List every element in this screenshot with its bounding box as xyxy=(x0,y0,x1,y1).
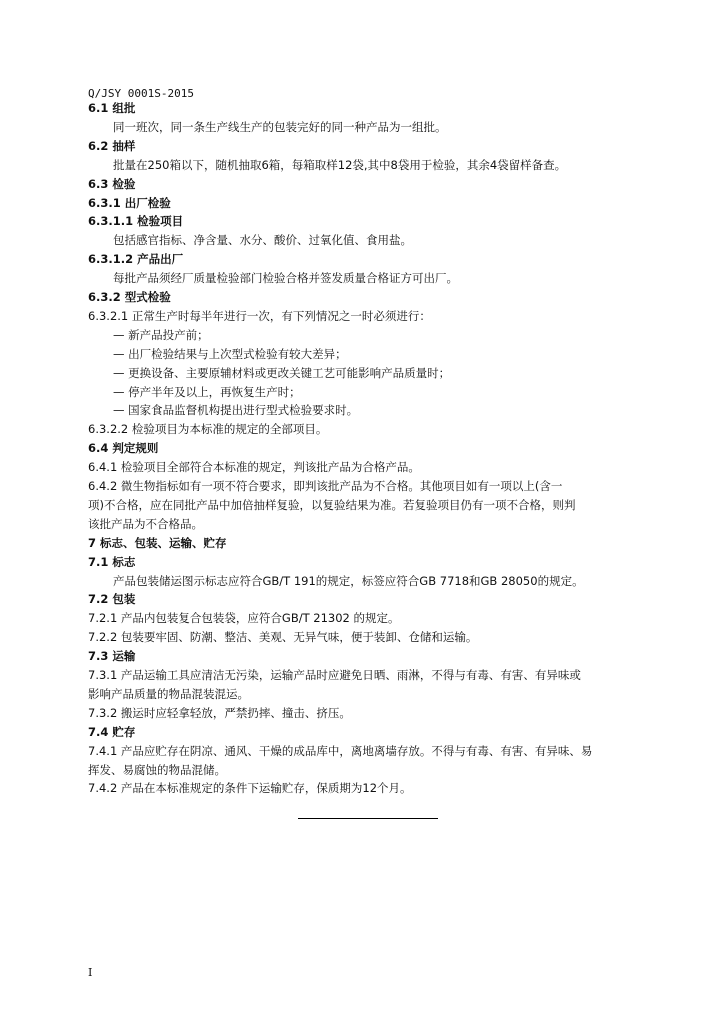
section-heading: 6.4 判定规则 xyxy=(88,441,159,456)
text-line: 7.2.2 包装要牢固、防潮、整洁、美观、无异气味，便于装卸、仓储和运输。 xyxy=(88,630,478,645)
text-line: 包括感官指标、净含量、水分、酸价、过氧化值、食用盐。 xyxy=(113,233,412,248)
text-line: 每批产品须经厂质量检验部门检验合格并签发质量合格证方可出厂。 xyxy=(113,271,458,286)
end-rule xyxy=(298,818,438,819)
text-line: 6.4.2 微生物指标如有一项不符合要求，即判该批产品为不合格。其他项目如有一项以上(含一 xyxy=(88,479,563,493)
text-line: — 出厂检验结果与上次型式检验有较大差异； xyxy=(113,346,347,361)
section-heading: 7.3 运输 xyxy=(88,649,136,664)
section-heading: 6.3.1.1 检验项目 xyxy=(88,214,184,229)
section-heading: 7 标志、包装、运输、贮存 xyxy=(88,535,227,550)
section-heading: 7.2 包装 xyxy=(88,592,136,607)
text-line: 7.3.1 产品运输工具应清洁无污染，运输产品时应避免日晒、雨淋，不得与有毒、有害、有异味或 xyxy=(88,668,581,682)
text-line: 6.3.2.1 正常生产时每半年进行一次，有下列情况之一时必须进行： xyxy=(88,308,431,323)
text-line: 7.4.1 产品应贮存在阴凉、通风、干燥的成品库中，离地离墙存放。不得与有毒、有害、有异味、易 xyxy=(88,743,593,758)
text-line: 7.2.1 产品内包装复合包装袋，应符合GB/T 21302 的规定。 xyxy=(88,611,400,626)
text-line: — 新产品投产前； xyxy=(113,327,209,342)
section-heading: 6.3 检验 xyxy=(88,176,136,191)
section-heading: 6.3.1.2 产品出厂 xyxy=(88,252,184,267)
text-line: 该批产品为不合格品。 xyxy=(88,516,203,531)
text-line: 影响产品质量的物品混装混运。 xyxy=(88,686,249,701)
text-line: — 停产半年及以上，再恢复生产时； xyxy=(113,384,301,399)
text-line: 产品包装储运图示标志应符合GB/T 191的规定，标签应符合GB 7718和GB 28050的规定。 xyxy=(113,573,584,588)
page-number: I xyxy=(88,966,93,979)
section-heading: 7.1 标志 xyxy=(88,554,136,569)
text-line: 6.3.2.2 检验项目为本标准的规定的全部项目。 xyxy=(88,422,328,437)
section-heading: 6.3.1 出厂检验 xyxy=(88,195,171,210)
text-line: — 更换设备、主要原辅材料或更改关键工艺可能影响产品质量时； xyxy=(113,365,451,380)
section-heading: 6.3.2 型式检验 xyxy=(88,290,171,304)
text-line: 批量在250箱以下，随机抽取6箱，每箱取样12袋,其中8袋用于检验，其余4袋留样备查。 xyxy=(113,157,567,172)
document-id: Q/JSY 0001S-2015 xyxy=(88,87,194,100)
text-line: 6.4.1 检验项目全部符合本标准的规定，判该批产品为合格产品。 xyxy=(88,460,420,475)
section-heading: 6.1 组批 xyxy=(88,101,136,115)
text-line: 7.3.2 搬运时应轻拿轻放，严禁扔摔、撞击、挤压。 xyxy=(88,705,351,720)
section-heading: 6.2 抽样 xyxy=(88,138,136,153)
text-line: 项)不合格，应在同批产品中加倍抽样复验，以复验结果为准。若复验项目仍有一项不合格，则判 xyxy=(88,497,576,512)
text-line: 同一班次，同一条生产线生产的包装完好的同一种产品为一组批。 xyxy=(113,119,447,134)
text-line: — 国家食品监督机构提出进行型式检验要求时。 xyxy=(113,403,359,418)
text-line: 挥发、易腐蚀的物品混储。 xyxy=(88,762,226,777)
text-line: 7.4.2 产品在本标准规定的条件下运输贮存，保质期为12个月。 xyxy=(88,781,412,796)
section-heading: 7.4 贮存 xyxy=(88,724,136,739)
